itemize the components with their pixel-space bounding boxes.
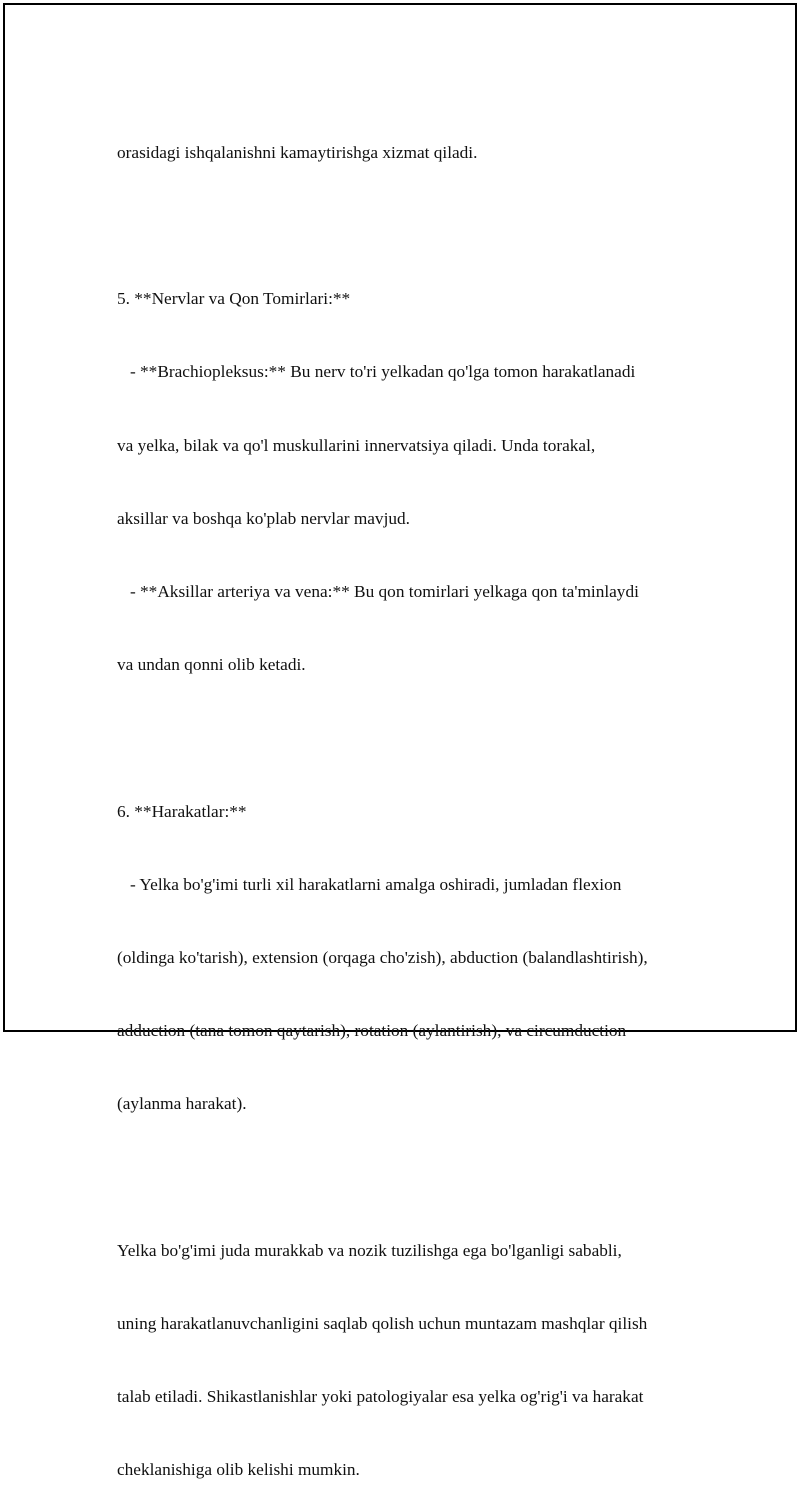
- section-heading-movements: 6. **Harakatlar:**: [117, 801, 247, 821]
- document-body: [117, 92, 717, 1507]
- text-line: cheklanishiga olib kelishi mumkin.: [117, 1460, 360, 1480]
- blank-line: [117, 1166, 717, 1190]
- text-line: (oldinga ko'tarish), extension (orqaga cho'zish), abduction (balandlashtirish),: [117, 948, 648, 968]
- blank-line: [117, 726, 717, 750]
- text-line: adduction (tana tomon qaytarish), rotation (aylantirish), va circumduction: [117, 1021, 627, 1041]
- text-line: orasidagi ishqalanishni kamaytirishga xizmat qiladi.: [117, 142, 478, 162]
- text-line: - **Aksillar arteriya va vena:** Bu qon tomirlari yelkaga qon ta'minlaydi: [117, 582, 639, 602]
- text-line: uning harakatlanuvchanligini saqlab qolish uchun muntazam mashqlar qilish: [117, 1314, 648, 1334]
- text-line: (aylanma harakat).: [117, 1094, 247, 1114]
- text-line: va undan qonni olib ketadi.: [117, 655, 306, 675]
- text-line: aksillar va boshqa ko'plab nervlar mavjud.: [117, 508, 410, 528]
- section-heading-nerves: 5. **Nervlar va Qon Tomirlari:**: [117, 289, 351, 309]
- text-line: - Yelka bo'g'imi turli xil harakatlarni amalga oshiradi, jumladan flexion: [117, 874, 622, 894]
- blank-line: [117, 214, 717, 238]
- text-line: Yelka bo'g'imi juda murakkab va nozik tuzilishga ega bo'lganligi sababli,: [117, 1240, 622, 1260]
- text-line: - **Brachiopleksus:** Bu nerv to'ri yelkadan qo'lga tomon harakatlanadi: [117, 362, 636, 382]
- text-line: va yelka, bilak va qo'l muskullarini innervatsiya qiladi. Unda torakal,: [117, 435, 596, 455]
- text-line: talab etiladi. Shikastlanishlar yoki patologiyalar esa yelka og'rig'i va harakat: [117, 1387, 644, 1407]
